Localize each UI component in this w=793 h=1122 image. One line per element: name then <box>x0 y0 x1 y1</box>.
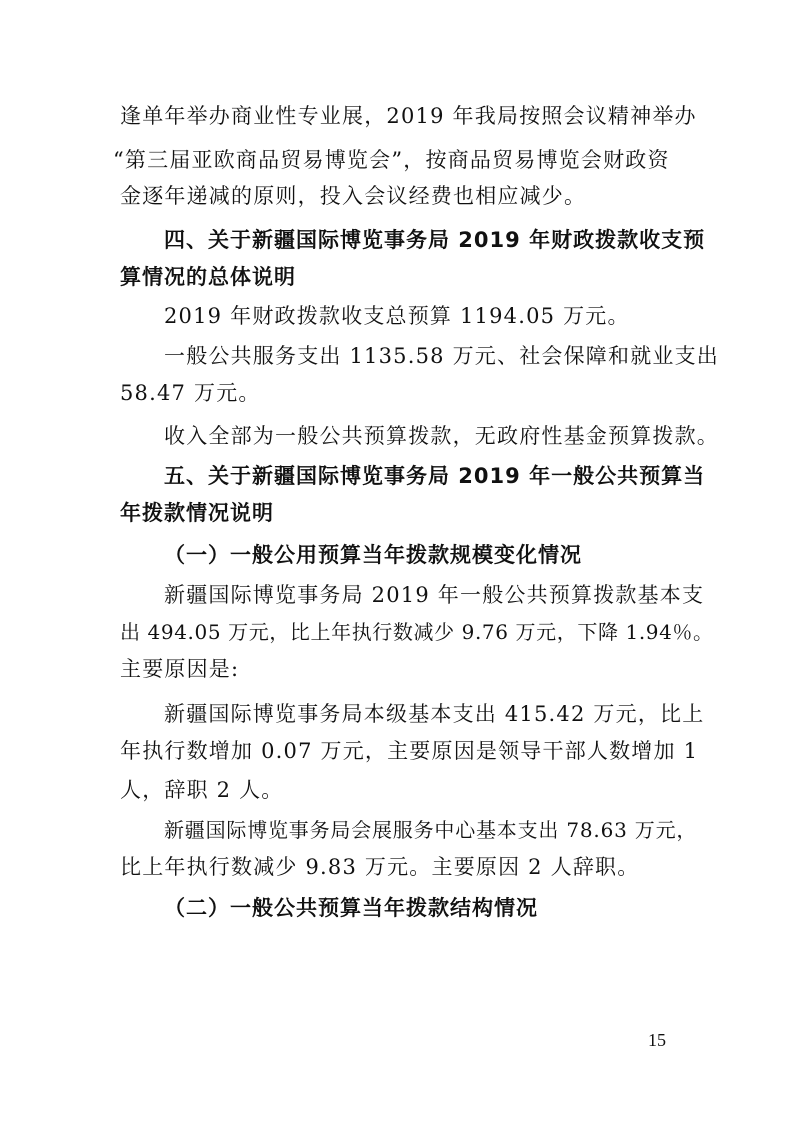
body-text-line: “第三届亚欧商品贸易博览会”，按商品贸易博览会财政资 <box>113 148 670 172</box>
body-text-line: 收入全部为一般公共预算拨款，无政府性基金预算拨款。 <box>164 424 719 448</box>
section-heading: 四、关于新疆国际博览事务局 2019 年财政拨款收支预 <box>164 228 706 252</box>
body-text-line: 人，辞职 2 人。 <box>120 778 284 802</box>
body-text-line: 新疆国际博览事务局 2019 年一般公共预算拨款基本支 <box>164 583 705 607</box>
body-text-line: 2019 年财政拨款收支总预算 1194.05 万元。 <box>164 304 630 328</box>
page-number: 15 <box>648 1030 666 1050</box>
body-text-line: 新疆国际博览事务局本级基本支出 415.42 万元，比上 <box>164 702 705 726</box>
body-text-line: 年执行数增加 0.07 万元，主要原因是领导干部人数增加 1 <box>120 739 699 763</box>
body-text-line: 主要原因是: <box>120 657 240 681</box>
body-text-line: 比上年执行数减少 9.83 万元。主要原因 2 人辞职。 <box>120 855 640 879</box>
section-heading: 五、关于新疆国际博览事务局 2019 年一般公共预算当 <box>164 464 706 488</box>
section-heading-continued: 算情况的总体说明 <box>120 265 296 289</box>
body-text-line: 逢单年举办商业性专业展，2019 年我局按照会议精神举办 <box>120 104 697 128</box>
body-text-line: 一般公共服务支出 1135.58 万元、社会保障和就业支出 <box>164 344 719 368</box>
body-text-line: 新疆国际博览事务局会展服务中心基本支出 78.63 万元， <box>164 818 698 842</box>
subsection-heading: （二）一般公共预算当年拨款结构情况 <box>164 896 538 920</box>
body-text-line: 出 494.05 万元，比上年执行数减少 9.76 万元，下降 1.94％。 <box>120 620 714 644</box>
subsection-heading: （一）一般公用预算当年拨款规模变化情况 <box>164 543 582 567</box>
section-heading-continued: 年拨款情况说明 <box>120 501 274 525</box>
body-text-line: 58.47 万元。 <box>120 381 261 405</box>
body-text-line: 金逐年递减的原则，投入会议经费也相应减少。 <box>120 184 587 208</box>
